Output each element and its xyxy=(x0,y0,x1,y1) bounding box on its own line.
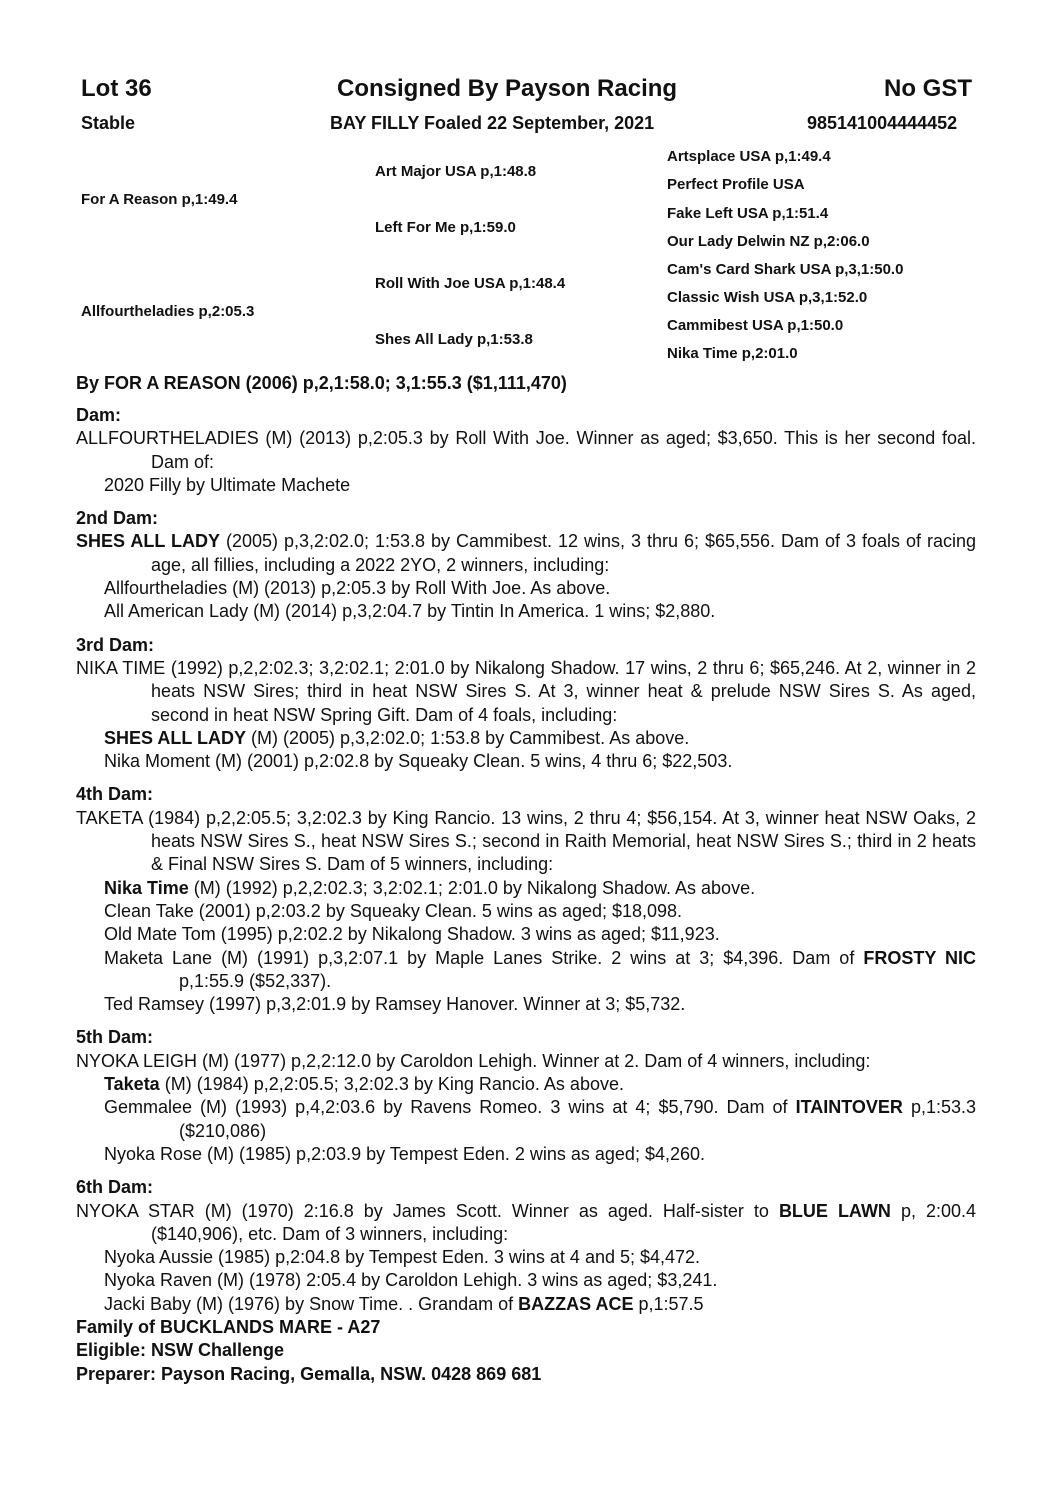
progeny-item: 2020 Filly by Ultimate Machete xyxy=(104,474,351,495)
progeny-item: Maketa Lane (M) (1991) p,3,2:07.1 by Maple Lanes Strike. 2 wins at 3; $4,396. Dam of FROSTY NIC p,1:55.9 ($52,337). xyxy=(104,947,977,991)
dam4-paragraph: TAKETA (1984) p,2,2:05.5; 3,2:02.3 by King Rancio. 13 wins, 2 thru 4; $56,154. At 3, winner heat NSW Oaks, 2 heats NSW Sires S., heat NSW Sires S.; second in Raith Memorial, heat NSW Sires S.; third in 2 heats & Final NSW Sires S. Dam of 5 winners, including: xyxy=(76,807,976,875)
pedigree-great: Fake Left USA p,1:51.4 xyxy=(667,205,829,222)
dam6-paragraph: NYOKA STAR (M) (1970) 2:16.8 by James Scott. Winner as aged. Half-sister to BLUE LAWN p, 2:00.4 ($140,906), etc. Dam of 3 winners, including: xyxy=(76,1200,976,1244)
gst-status: No GST xyxy=(884,75,972,102)
dam5-heading: 5th Dam: xyxy=(76,1027,154,1048)
progeny-item: Nyoka Raven (M) (1978) 2:05.4 by Caroldon Lehigh. 3 wins as aged; $3,241. xyxy=(104,1270,718,1291)
progeny-item: Nyoka Rose (M) (1985) p,2:03.9 by Tempest Eden. 2 wins as aged; $4,260. xyxy=(104,1143,706,1164)
lot-number: Lot 36 xyxy=(81,75,152,102)
progeny-item: Nyoka Aussie (1985) p,2:04.8 by Tempest Eden. 3 wins at 4 and 5; $4,472. xyxy=(104,1247,701,1268)
consignor: Consigned By Payson Racing xyxy=(337,75,678,102)
location: Stable xyxy=(81,113,136,133)
progeny-item: Old Mate Tom (1995) p,2:02.2 by Nikalong Shadow. 3 wins as aged; $11,923. xyxy=(104,924,720,945)
pedigree-dam: Allfourtheladies p,2:05.3 xyxy=(81,303,255,320)
dam-heading: Dam: xyxy=(76,405,122,425)
pedigree-great: Classic Wish USA p,3,1:52.0 xyxy=(667,289,868,306)
progeny-item: Allfourtheladies (M) (2013) p,2:05.3 by Roll With Joe. As above. xyxy=(104,578,611,599)
dam2-name: SHES ALL LADY xyxy=(76,531,220,552)
progeny-item: Jacki Baby (M) (1976) by Snow Time. . Grandam of BAZZAS ACE p,1:57.5 xyxy=(104,1293,704,1314)
dam6-heading: 6th Dam: xyxy=(76,1177,154,1198)
progeny-item: All American Lady (M) (2014) p,3,2:04.7 by Tintin In America. 1 wins; $2,880. xyxy=(104,601,716,622)
progeny-item: Ted Ramsey (1997) p,3,2:01.9 by Ramsey Hanover. Winner at 3; $5,732. xyxy=(104,994,686,1015)
pedigree-great: Perfect Profile USA xyxy=(667,176,805,193)
eligible-line: Eligible: NSW Challenge xyxy=(76,1340,285,1361)
dam3-paragraph: NIKA TIME (1992) p,2,2:02.3; 3,2:02.1; 2:01.0 by Nikalong Shadow. 17 wins, 2 thru 6; $65,246. At 2, winner in 2 heats NSW Sires; third in heat NSW Sires S. At 3, winner heat & prelude NSW Sires S. As aged, second in heat NSW Spring Gift. Dam of 4 foals, including: xyxy=(76,657,976,725)
pedigree-great: Nika Time p,2:01.0 xyxy=(667,345,798,362)
pedigree-sire: For A Reason p,1:49.4 xyxy=(81,191,238,208)
horse-description: BAY FILLY Foaled 22 September, 2021 xyxy=(330,113,655,133)
pedigree-great: Cam's Card Shark USA p,3,1:50.0 xyxy=(667,261,904,278)
sire-line: By FOR A REASON (2006) p,2,1:58.0; 3,1:55.3 ($1,111,470) xyxy=(76,373,567,393)
progeny-item: Taketa (M) (1984) p,2,2:05.5; 3,2:02.3 by King Rancio. As above. xyxy=(104,1074,624,1095)
family-line: Family of BUCKLANDS MARE - A27 xyxy=(76,1316,381,1337)
dam4-heading: 4th Dam: xyxy=(76,784,154,805)
dam3-heading: 3rd Dam: xyxy=(76,634,155,655)
progeny-item: Nika Moment (M) (2001) p,2:02.8 by Squeaky Clean. 5 wins, 4 thru 6; $22,503. xyxy=(104,751,733,772)
dam2-paragraph: SHES ALL LADY (2005) p,3,2:02.0; 1:53.8 by Cammibest. 12 wins, 3 thru 6; $65,556. Dam of 3 foals of racing age, all fillies, including a 2022 2YO, 2 winners, including: xyxy=(76,531,976,575)
pedigree-grand: Roll With Joe USA p,1:48.4 xyxy=(375,275,566,292)
dam5-paragraph: NYOKA LEIGH (M) (1977) p,2,2:12.0 by Caroldon Lehigh. Winner at 2. Dam of 4 winners, including: xyxy=(76,1050,871,1071)
preparer-line: Preparer: Payson Racing, Gemalla, NSW. 0428 869 681 xyxy=(76,1363,542,1384)
pedigree-great: Artsplace USA p,1:49.4 xyxy=(667,148,831,165)
progeny-item: Nika Time (M) (1992) p,2,2:02.3; 3,2:02.1; 2:01.0 by Nikalong Shadow. As above. xyxy=(104,877,756,898)
pedigree-grand: Left For Me p,1:59.0 xyxy=(375,219,516,236)
progeny-item: SHES ALL LADY (M) (2005) p,3,2:02.0; 1:53.8 by Cammibest. As above. xyxy=(104,727,690,748)
microchip: 985141004444452 xyxy=(807,113,958,133)
dam2-heading: 2nd Dam: xyxy=(76,508,159,529)
dam-paragraph: ALLFOURTHELADIES (M) (2013) p,2:05.3 by Roll With Joe. Winner as aged; $3,650. This is her second foal. Dam of: xyxy=(76,428,976,472)
catalogue-body xyxy=(76,404,976,1386)
progeny-item: Clean Take (2001) p,2:03.2 by Squeaky Clean. 5 wins as aged; $18,098. xyxy=(104,900,683,921)
pedigree-great: Cammibest USA p,1:50.0 xyxy=(667,317,844,334)
pedigree-grand: Art Major USA p,1:48.8 xyxy=(375,163,537,180)
pedigree-grand: Shes All Lady p,1:53.8 xyxy=(375,331,533,348)
progeny-item: Gemmalee (M) (1993) p,4,2:03.6 by Ravens Romeo. 3 wins at 4; $5,790. Dam of ITAINTOVER p,1:53.3 ($210,086) xyxy=(104,1097,976,1141)
pedigree-great: Our Lady Delwin NZ p,2:06.0 xyxy=(667,233,870,250)
